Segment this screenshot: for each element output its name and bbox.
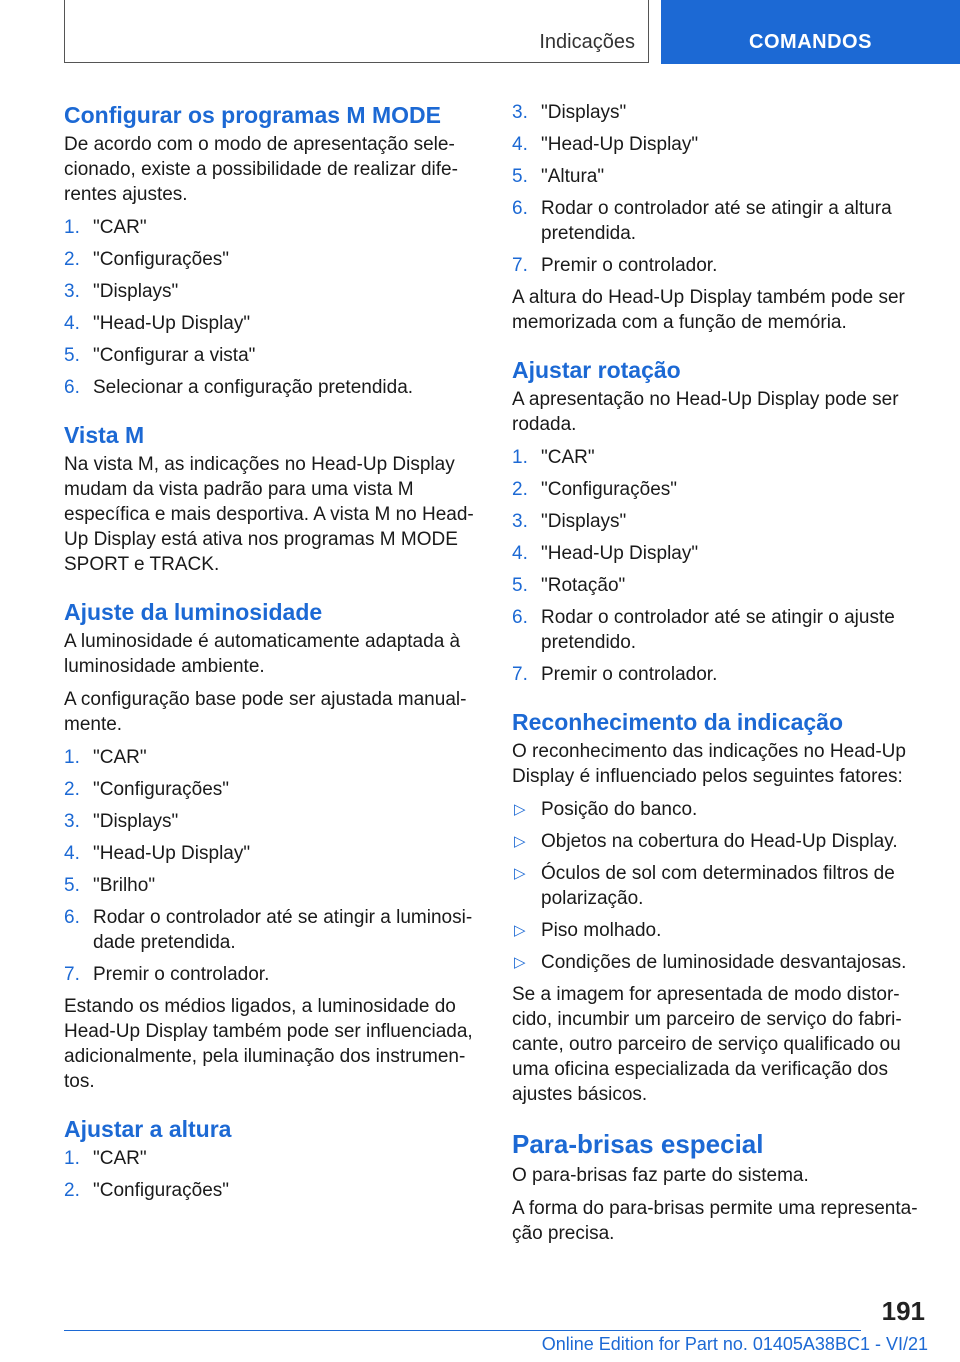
step-number: 5. <box>64 875 80 896</box>
list-item <box>512 253 927 278</box>
step-number: 4. <box>512 543 528 564</box>
list-item <box>512 445 927 470</box>
paragraph-luminosidade-3: Estando os médios ligados, a luminosidade do Head-Up Display também pode ser influenciada, adicionalmente, pela iluminação dos instrumentos. <box>64 996 473 1092</box>
list-item-text: "Head-Up Display" <box>541 543 699 564</box>
heading-altura: Ajustar a altura <box>64 1116 232 1142</box>
list-item <box>512 573 927 598</box>
list-item <box>64 215 479 240</box>
list-item <box>512 164 927 189</box>
paragraph-m-mode-intro: De acordo com o modo de apresentação selecionado, existe a possibilidade de realizar diferentes ajustes. <box>64 134 458 205</box>
paragraph-rotacao: A apresentação no Head-Up Display pode ser rodada. <box>512 389 899 435</box>
step-number: 5. <box>512 575 528 596</box>
paragraph-reconhecimento-2: Se a imagem for apresentada de modo distorcido, incumbir um parceiro de serviço do fabricante, outro parceiro de serviço qualificado ou uma oficina especializada da verificação dos ajustes básicos. <box>512 984 902 1105</box>
list-item-text: "Displays" <box>541 102 627 123</box>
step-number: 3. <box>512 511 528 532</box>
list-item <box>512 605 927 655</box>
list-item-text: "Configurar a vista" <box>93 345 256 366</box>
list-item-text: "Displays" <box>93 811 179 832</box>
footer-rule <box>64 1330 861 1331</box>
list-item-text: Objetos na cobertura do Head-Up Display. <box>541 831 898 852</box>
list-item-text: Rodar o controlador até se atingir o ajuste pretendido. <box>541 607 895 653</box>
list-item <box>64 841 479 866</box>
step-number: 1. <box>64 217 80 238</box>
list-item-text: Selecionar a configuração pretendida. <box>93 377 414 398</box>
step-number: 7. <box>512 664 528 685</box>
footer-edition-text: Online Edition for Part no. 01405A38BC1 - VI/21 <box>541 1334 928 1354</box>
list-item-text: "Configurações" <box>93 779 230 800</box>
list-item-text: Rodar o controlador até se atingir a altura pretendida. <box>541 198 892 244</box>
paragraph-luminosidade-2: A configuração base pode ser ajustada manualmente. <box>64 689 467 735</box>
list-item-text: "CAR" <box>93 747 147 768</box>
list-item <box>512 797 927 822</box>
list-item <box>64 777 479 802</box>
step-number: 6. <box>64 377 80 398</box>
right-column <box>512 100 927 1254</box>
list-item-text: "Rotação" <box>541 575 626 596</box>
list-item <box>512 509 927 534</box>
steps-altura-continued <box>512 100 927 278</box>
list-item <box>512 861 927 911</box>
list-item <box>64 375 479 400</box>
list-item <box>512 829 927 854</box>
step-number: 3. <box>64 281 80 302</box>
heading-luminosidade: Ajuste da luminosidade <box>64 599 323 625</box>
list-item <box>512 950 927 975</box>
list-item <box>512 918 927 943</box>
step-number: 1. <box>512 447 528 468</box>
bullets-reconhecimento <box>512 797 927 975</box>
header-section-title: Indicações <box>539 31 635 53</box>
heading-para-brisas: Para-brisas especial <box>512 1129 764 1159</box>
list-item <box>64 343 479 368</box>
steps-m-mode <box>64 215 479 400</box>
list-item <box>512 541 927 566</box>
paragraph-luminosidade-1: A luminosidade é automaticamente adaptada à luminosidade ambiente. <box>64 631 461 677</box>
list-item-text: "Head-Up Display" <box>541 134 699 155</box>
list-item-text: "Configurações" <box>93 249 230 270</box>
list-item <box>64 809 479 834</box>
list-item <box>64 962 479 987</box>
list-item-text: "CAR" <box>541 447 595 468</box>
steps-rotacao <box>512 445 927 687</box>
steps-altura <box>64 1146 479 1203</box>
bullet-triangle-icon: ▷ <box>514 801 526 818</box>
steps-luminosidade <box>64 745 479 987</box>
step-number: 3. <box>64 811 80 832</box>
list-item-text: "Displays" <box>541 511 627 532</box>
list-item <box>64 1178 479 1203</box>
step-number: 1. <box>64 1148 80 1169</box>
bullet-triangle-icon: ▷ <box>514 922 526 939</box>
list-item-text: Premir o controlador. <box>541 664 718 685</box>
step-number: 5. <box>64 345 80 366</box>
list-item-text: "Altura" <box>541 166 605 187</box>
list-item <box>512 477 927 502</box>
list-item <box>512 132 927 157</box>
step-number: 4. <box>512 134 528 155</box>
bullet-triangle-icon: ▷ <box>514 954 526 971</box>
list-item-text: Rodar o controlador até se atingir a luminosidade pretendida. <box>93 907 473 953</box>
heading-vista-m: Vista M <box>64 422 145 448</box>
list-item-text: Posição do banco. <box>541 799 698 820</box>
list-item <box>64 311 479 336</box>
page-number: 191 <box>881 1296 925 1326</box>
step-number: 7. <box>512 255 528 276</box>
step-number: 2. <box>64 1180 80 1201</box>
list-item-text: Condições de luminosidade desvantajosas. <box>541 952 907 973</box>
step-number: 7. <box>64 964 80 985</box>
step-number: 4. <box>64 313 80 334</box>
list-item-text: Óculos de sol com determinados filtros de polarização. <box>541 863 895 909</box>
list-item <box>64 1146 479 1171</box>
step-number: 6. <box>512 607 528 628</box>
list-item-text: "CAR" <box>93 217 147 238</box>
list-item-text: Premir o controlador. <box>93 964 270 985</box>
step-number: 6. <box>64 907 80 928</box>
list-item-text: "CAR" <box>93 1148 147 1169</box>
step-number: 4. <box>64 843 80 864</box>
step-number: 2. <box>512 479 528 500</box>
list-item-text: Piso molhado. <box>541 920 662 941</box>
list-item <box>64 873 479 898</box>
step-number: 6. <box>512 198 528 219</box>
left-column <box>64 100 479 1210</box>
paragraph-vista-m: Na vista M, as indicações no Head-Up Display mudam da vista padrão para uma vista M específica e mais desportiva. A vista M no Head-Up Display está ativa nos programas M MODE SPORT e TRACK. <box>64 454 474 575</box>
list-item <box>512 662 927 687</box>
paragraph-para-brisas-1: O para-brisas faz parte do sistema. <box>512 1165 809 1186</box>
paragraph-altura-memoria: A altura do Head-Up Display também pode ser memorizada com a função de memória. <box>512 287 905 333</box>
list-item-text: "Configurações" <box>541 479 678 500</box>
list-item <box>64 247 479 272</box>
step-number: 2. <box>64 779 80 800</box>
heading-m-mode: Configurar os programas M MODE <box>64 102 441 128</box>
heading-rotacao: Ajustar rotação <box>512 357 681 383</box>
list-item <box>512 196 927 246</box>
step-number: 5. <box>512 166 528 187</box>
step-number: 2. <box>64 249 80 270</box>
list-item <box>64 279 479 304</box>
bullet-triangle-icon: ▷ <box>514 833 526 850</box>
list-item-text: Premir o controlador. <box>541 255 718 276</box>
step-number: 3. <box>512 102 528 123</box>
list-item-text: "Head-Up Display" <box>93 313 251 334</box>
list-item-text: "Brilho" <box>93 875 156 896</box>
header-chapter-tab: COMANDOS <box>661 0 960 64</box>
list-item <box>64 905 479 955</box>
list-item-text: "Head-Up Display" <box>93 843 251 864</box>
step-number: 1. <box>64 747 80 768</box>
heading-reconhecimento: Reconhecimento da indicação <box>512 709 844 735</box>
list-item-text: "Configurações" <box>93 1180 230 1201</box>
bullet-triangle-icon: ▷ <box>514 865 526 882</box>
list-item <box>512 100 927 125</box>
list-item <box>64 745 479 770</box>
paragraph-reconhecimento-1: O reconhecimento das indicações no Head-Up Display é influenciado pelos seguintes fatores: <box>512 741 906 787</box>
list-item-text: "Displays" <box>93 281 179 302</box>
paragraph-para-brisas-2: A forma do para-brisas permite uma representação precisa. <box>512 1198 918 1244</box>
